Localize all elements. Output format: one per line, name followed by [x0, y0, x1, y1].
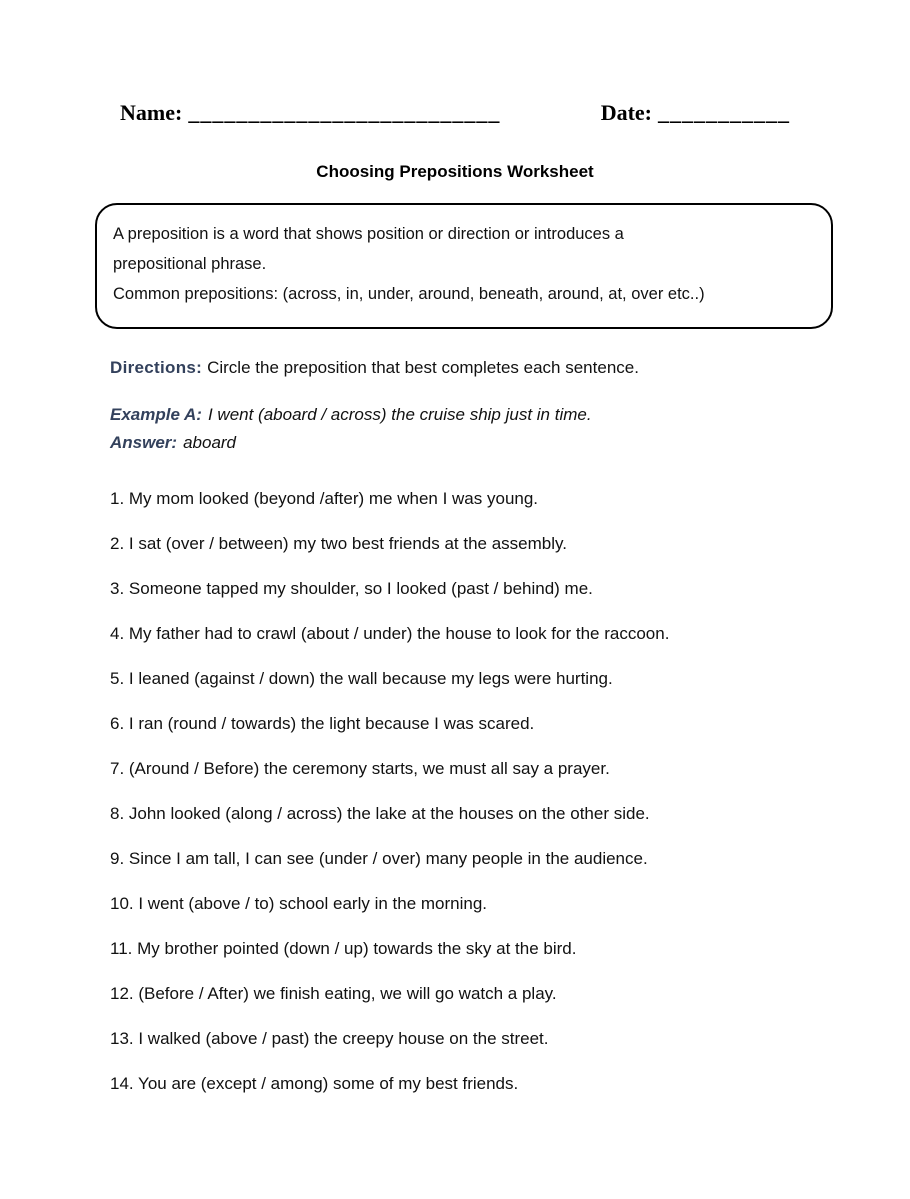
example-block: [110, 401, 832, 457]
question-item: 13. I walked (above / past) the creepy house on the street.: [110, 1029, 549, 1048]
directions: [110, 358, 832, 378]
name-label: Name:: [120, 100, 183, 125]
question-item: 12. (Before / After) we finish eating, we will go watch a play.: [110, 984, 557, 1003]
question-item: 7. (Around / Before) the ceremony starts, we must all say a prayer.: [110, 759, 610, 778]
name-blank-line: __________________________: [188, 100, 501, 125]
example-row: [110, 401, 832, 429]
question-item: 14. You are (except / among) some of my best friends.: [110, 1074, 519, 1093]
example-sentence: I went (aboard / across) the cruise ship just in time.: [207, 405, 592, 424]
question-item: 8. John looked (along / across) the lake at the houses on the other side.: [110, 804, 650, 823]
info-box-line: prepositional phrase.: [113, 255, 267, 273]
directions-label: Directions:: [110, 358, 203, 377]
preposition-definition-box: [95, 203, 833, 329]
question-item: 4. My father had to crawl (about / under) the house to look for the raccoon.: [110, 624, 670, 643]
question-item: 6. I ran (round / towards) the light because I was scared.: [110, 714, 535, 733]
answer-label: Answer:: [110, 433, 178, 452]
name-field-group: [120, 100, 500, 126]
question-item: 11. My brother pointed (down / up) towards the sky at the bird.: [110, 939, 577, 958]
answer-text: aboard: [183, 433, 237, 452]
example-label: Example A:: [110, 405, 202, 424]
question-list: [110, 488, 832, 1094]
question-item: 10. I went (above / to) school early in the morning.: [110, 894, 488, 913]
question-item: 2. I sat (over / between) my two best friends at the assembly.: [110, 534, 567, 553]
date-blank-line: ___________: [658, 100, 790, 125]
page-title: Choosing Prepositions Worksheet: [316, 162, 594, 181]
header: [120, 100, 832, 126]
question-item: 3. Someone tapped my shoulder, so I looked (past / behind) me.: [110, 579, 593, 598]
question-item: 1. My mom looked (beyond /after) me when I was young.: [110, 489, 539, 508]
directions-text: Circle the preposition that best completes each sentence.: [207, 358, 639, 377]
answer-row: [110, 429, 832, 457]
question-item: 9. Since I am tall, I can see (under / over) many people in the audience.: [110, 849, 648, 868]
date-field-group: [601, 100, 790, 126]
info-box-line: A preposition is a word that shows position or direction or introduces a: [113, 225, 624, 243]
date-label: Date:: [600, 100, 652, 125]
info-box-line: Common prepositions: (across, in, under, around, beneath, around, at, over etc..): [113, 285, 705, 303]
question-item: 5. I leaned (against / down) the wall because my legs were hurting.: [110, 669, 613, 688]
